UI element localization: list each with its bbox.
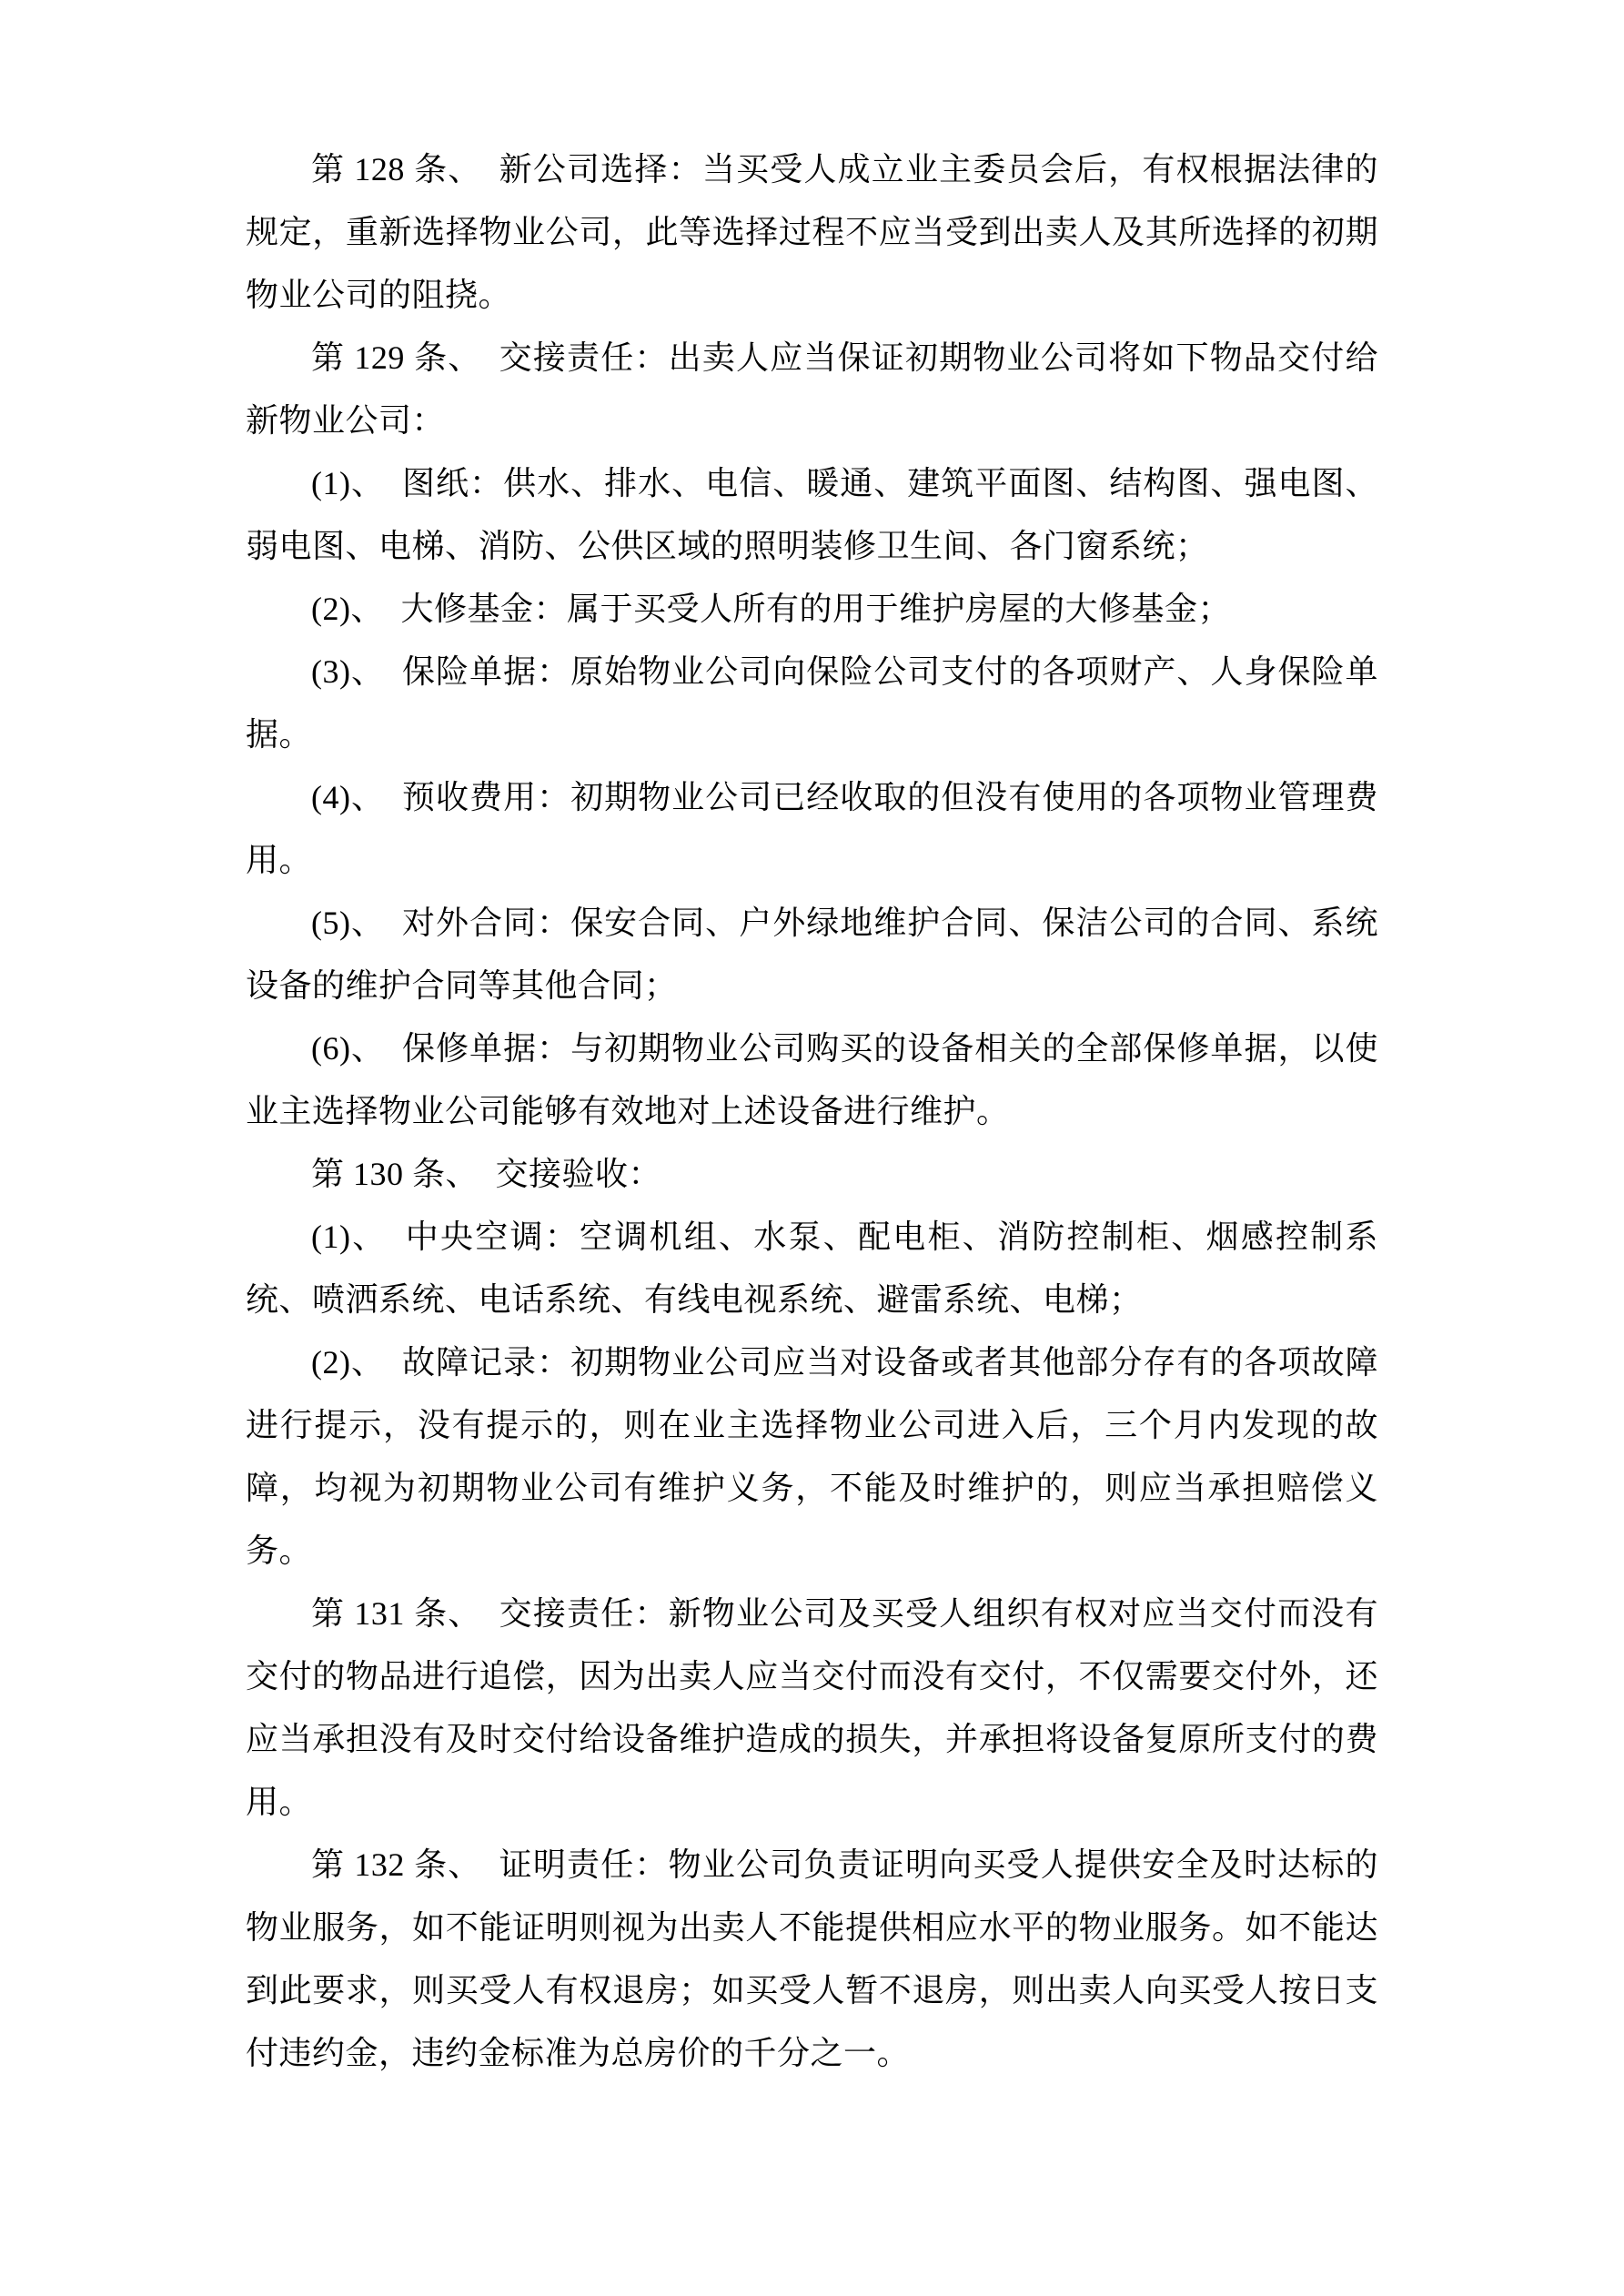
paragraph: (2)、 故障记录：初期物业公司应当对设备或者其他部分存有的各项故障进行提示，没有提示的，则在业主选择物业公司进入后，三个月内发现的故障，均视为初期物业公司有维护义务，不能及时维护的，则应当承担赔偿义务。 [246,1344,1378,1569]
paragraph: 第 132 条、 证明责任：物业公司负责证明向买受人提供安全及时达标的物业服务，如不能证明则视为出卖人不能提供相应水平的物业服务。如不能达到此要求，则买受人有权退房；如买受人暂不退房，则出卖人向买受人按日支付违约金，违约金标准为总房价的千分之一。 [246,1846,1378,2071]
paragraph: (1)、 图纸：供水、排水、电信、暖通、建筑平面图、结构图、强电图、弱电图、电梯、消防、公供区域的照明装修卫生间、各门窗系统； [246,465,1378,564]
paragraph: (3)、 保险单据：原始物业公司向保险公司支付的各项财产、人身保险单据。 [246,653,1378,753]
paragraph: (1)、 中央空调：空调机组、水泵、配电柜、消防控制柜、烟感控制系统、喷洒系统、电话系统、有线电视系统、避雷系统、电梯； [246,1219,1378,1318]
paragraph: 第 128 条、 新公司选择：当买受人成立业主委员会后，有权根据法律的规定，重新选择物业公司，此等选择过程不应当受到出卖人及其所选择的初期物业公司的阻挠。 [246,151,1378,313]
paragraph: 第 129 条、 交接责任：出卖人应当保证初期物业公司将如下物品交付给新物业公司： [246,339,1378,439]
paragraph: (4)、 预收费用：初期物业公司已经收取的但没有使用的各项物业管理费用。 [246,779,1378,878]
paragraph: 第 130 条、 交接验收： [311,1156,662,1192]
paragraph: (2)、 大修基金：属于买受人所有的用于维护房屋的大修基金； [311,591,1231,627]
document-body [246,138,1378,2085]
paragraph: 第 131 条、 交接责任：新物业公司及买受人组织有权对应当交付而没有交付的物品进行追偿，因为出卖人应当交付而没有交付，不仅需要交付外，还应当承担没有及时交付给设备维护造成的损失，并承担将设备复原所支付的费用。 [246,1595,1378,1820]
paragraph: (6)、 保修单据：与初期物业公司购买的设备相关的全部保修单据，以使业主选择物业公司能够有效地对上述设备进行维护。 [246,1030,1378,1129]
paragraph: (5)、 对外合同：保安合同、户外绿地维护合同、保洁公司的合同、系统设备的维护合同等其他合同； [246,905,1378,1004]
